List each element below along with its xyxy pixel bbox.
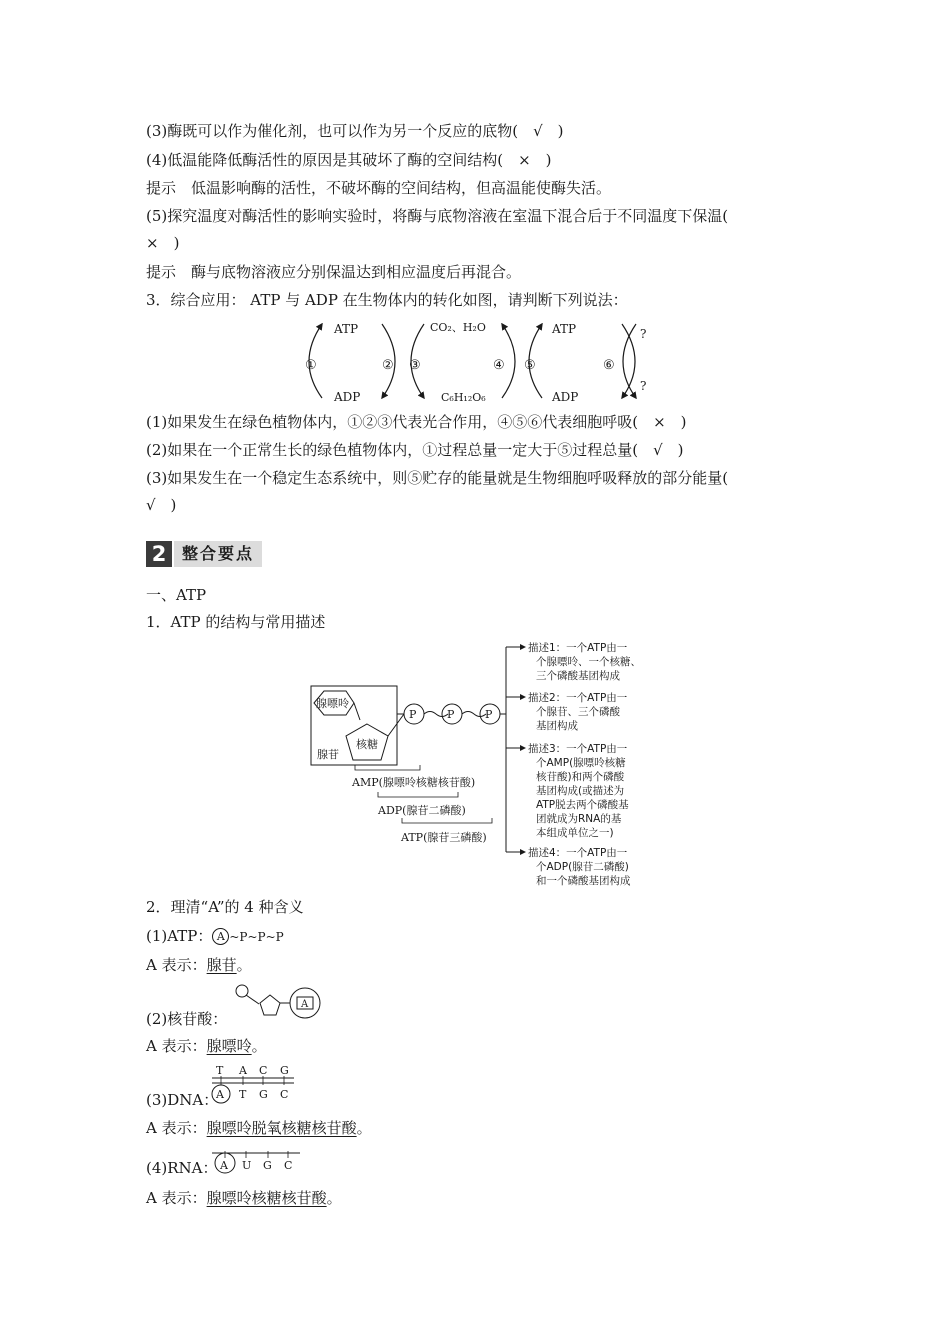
judgement-3-line-2: √ ) <box>146 496 177 514</box>
judgement-3-line-1: (3)如果发生在一个稳定生态系统中，则⑤贮存的能量就是生物细胞呼吸释放的部分能量( <box>146 469 729 487</box>
cycle-atp-1: ATP <box>334 322 359 336</box>
cycle-adp-1: ADP <box>334 390 361 404</box>
question-4: (4)低温能降低酶活性的原因是其破坏了酶的空间结构( × ) <box>146 151 552 169</box>
period: 。 <box>251 1037 267 1055</box>
answer-prefix: A 表示： <box>146 956 207 974</box>
cycle-label-4: ④ <box>493 358 505 373</box>
nucleotide-diagram <box>232 983 324 1023</box>
rna-base-1: A <box>220 1159 228 1172</box>
description-3-line-2: 个AMP(腺嘌呤核糖 <box>536 757 626 769</box>
cycle-adp-2: ADP <box>552 390 579 404</box>
cycle-question-top: ? <box>640 327 647 341</box>
phosphate-1: P <box>409 708 417 721</box>
description-2-line-2: 个腺苷、三个磷酸 <box>536 706 620 718</box>
description-3-line-5: ATP脱去两个磷酸基 <box>536 799 629 811</box>
dna-top-base-4: G <box>280 1064 289 1077</box>
amp-label: AMP(腺嘌呤核糖核苷酸) <box>352 776 476 789</box>
description-3-line-1: 描述3：一个ATP由一 <box>528 743 628 755</box>
description-3-line-6: 团就成为RNA的基 <box>536 813 622 825</box>
period: 。 <box>356 1119 372 1137</box>
item-3-heading: 3．综合应用： ATP 与 ADP 在生物体内的转化如图，请判断下列说法： <box>146 291 628 309</box>
atp-adp-cycle-diagram <box>296 316 666 408</box>
answer-prefix: A 表示： <box>146 1037 207 1055</box>
rna-meaning-label: (4)RNA： <box>146 1159 218 1177</box>
dna-bottom-base-3: G <box>259 1088 268 1101</box>
hint-2: 提示 酶与底物溶液应分别保温达到相应温度后再混合。 <box>146 263 522 281</box>
dna-bottom-base-2: T <box>239 1088 247 1101</box>
phosphate-2: P <box>447 708 455 721</box>
cycle-atp-2: ATP <box>552 322 577 336</box>
hint-1: 提示 低温影响酶的活性，不破坏酶的空间结构，但高温能使酶失活。 <box>146 179 612 197</box>
judgement-1: (1)如果发生在绿色植物体内，①②③代表光合作用，④⑤⑥代表细胞呼吸( × ) <box>146 413 687 431</box>
heading-a-meanings: 2．理清“A”的 4 种含义 <box>146 898 304 916</box>
answer-prefix: A 表示： <box>146 1119 207 1137</box>
dna-meaning-answer: 腺嘌呤脱氧核糖核苷酸 <box>206 1119 357 1137</box>
dna-top-base-1: T <box>216 1064 224 1077</box>
cycle-label-2: ② <box>382 358 394 373</box>
cycle-co2-h2o: CO₂、H₂O <box>430 321 486 334</box>
nucleotide-meaning-answer: 腺嘌呤 <box>206 1037 252 1055</box>
description-4-line-3: 和一个磷酸基团构成 <box>536 875 631 887</box>
atp-formula: ~P~P~P <box>229 930 284 944</box>
section-title: 整合要点 <box>182 544 255 563</box>
atp-structure-diagram <box>308 640 658 895</box>
question-5-line-2: × ) <box>146 234 180 252</box>
adenosine-label: 腺苷 <box>317 748 339 761</box>
arc-4-left <box>623 324 636 398</box>
cycle-question-bottom: ? <box>640 379 647 393</box>
atp-meaning-row <box>146 926 284 947</box>
section-header <box>146 541 262 567</box>
rna-meaning-answer-row <box>146 1188 342 1208</box>
question-5-line-1: (5)探究温度对酶活性的影响实验时，将酶与底物溶液在室温下混合后于不同温度下保温( <box>146 207 729 225</box>
description-2-line-1: 描述2：一个ATP由一 <box>528 692 628 704</box>
adenine-label: 腺嘌呤 <box>316 697 349 710</box>
nucleotide-a: A <box>301 999 309 1010</box>
question-3: (3)酶既可以作为催化剂，也可以作为另一个反应的底物( √ ) <box>146 122 564 140</box>
ribose-label: 核糖 <box>356 738 378 751</box>
cycle-label-3: ③ <box>409 358 421 373</box>
atp-meaning-answer: 腺苷 <box>206 956 237 974</box>
description-2-line-3: 基团构成 <box>536 720 578 732</box>
dna-top-base-2: A <box>239 1064 247 1077</box>
rna-meaning-answer: 腺嘌呤核糖核苷酸 <box>206 1189 327 1207</box>
description-1-line-3: 三个磷酸基团构成 <box>536 670 620 682</box>
circled-a-icon: A <box>212 928 229 945</box>
dna-bottom-base-1: A <box>216 1088 224 1101</box>
cycle-label-6: ⑥ <box>603 358 615 373</box>
period: 。 <box>236 956 252 974</box>
description-3-line-3: 核苷酸)和两个磷酸 <box>536 771 625 783</box>
description-4-line-1: 描述4：一个ATP由一 <box>528 847 628 859</box>
adp-label: ADP(腺苷二磷酸) <box>378 804 466 817</box>
dna-diagram <box>208 1062 298 1106</box>
rna-base-3: G <box>263 1159 272 1172</box>
atp-meaning-label: (1)ATP： <box>146 927 213 945</box>
arc-3-right <box>622 324 635 398</box>
rna-base-2: U <box>242 1159 252 1172</box>
rna-diagram <box>208 1148 304 1176</box>
section-number: 2 <box>146 541 172 567</box>
description-3-line-7: 本组成单位之一) <box>536 827 614 839</box>
cycle-glucose: C₆H₁₂O₆ <box>441 391 486 404</box>
judgement-2: (2)如果在一个正常生长的绿色植物体内，①过程总量一定大于⑤过程总量( √ ) <box>146 441 684 459</box>
description-3-line-4: 基团构成(或描述为 <box>536 785 625 797</box>
nucleotide-meaning-answer-row <box>146 1036 267 1056</box>
description-1-line-2: 个腺嘌呤、一个核糖、 <box>536 656 641 668</box>
nucleotide-meaning-label: (2)核苷酸： <box>146 1010 228 1028</box>
description-4-line-2: 个ADP(腺苷二磷酸) <box>536 861 629 873</box>
answer-prefix: A 表示： <box>146 1189 207 1207</box>
atp-meaning-answer-row <box>146 955 252 975</box>
dna-meaning-label: (3)DNA： <box>146 1091 219 1109</box>
heading-atp-structure: 1．ATP 的结构与常用描述 <box>146 613 326 631</box>
cycle-label-1: ① <box>305 358 317 373</box>
phosphate-3: P <box>485 708 493 721</box>
description-1-line-1: 描述1：一个ATP由一 <box>528 642 628 654</box>
heading-atp: 一、ATP <box>146 586 207 604</box>
dna-meaning-answer-row <box>146 1118 372 1138</box>
dna-top-base-3: C <box>259 1064 268 1077</box>
cycle-label-5: ⑤ <box>524 358 536 373</box>
dna-bottom-base-4: C <box>280 1088 289 1101</box>
rna-base-4: C <box>284 1159 293 1172</box>
atp-label: ATP(腺苷三磷酸) <box>401 831 487 844</box>
period: 。 <box>326 1189 342 1207</box>
